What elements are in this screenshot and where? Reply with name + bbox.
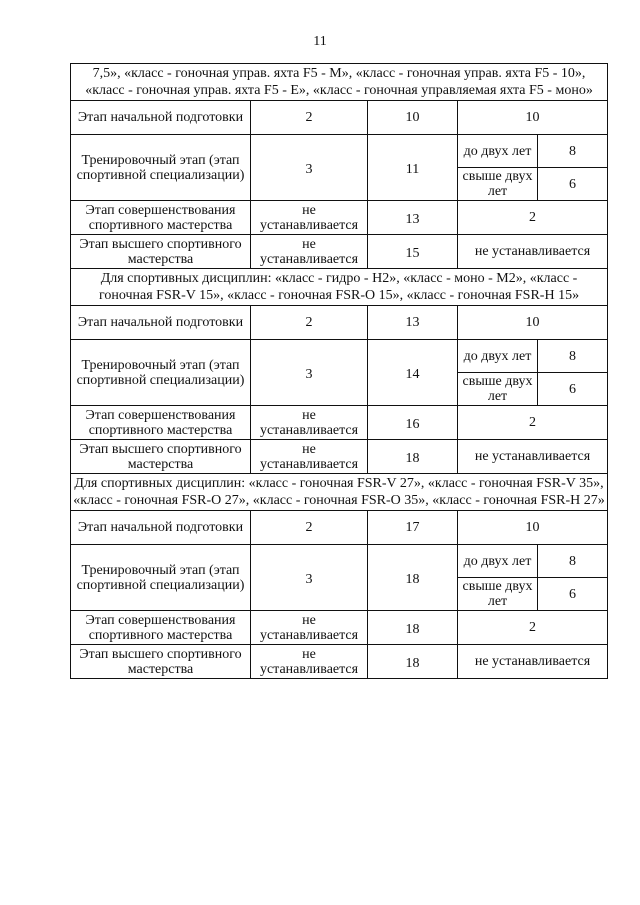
stage-name: Этап совершенствования спортивного мастерства: [71, 406, 251, 440]
cell-value: 18: [368, 440, 458, 474]
cell-value: не устанавливается: [458, 645, 608, 679]
cell-value: 13: [368, 306, 458, 340]
cell-value: не устанавливается: [458, 440, 608, 474]
table-row: [71, 645, 608, 679]
page-number: 11: [313, 34, 327, 49]
cell-value: 18: [368, 611, 458, 645]
sub-period-value: 8: [538, 340, 608, 373]
table-row: [71, 201, 608, 235]
cell-value: 13: [368, 201, 458, 235]
stage-name: Этап совершенствования спортивного мастерства: [71, 611, 251, 645]
stage-name: Этап начальной подготовки: [71, 101, 251, 135]
table-row: [71, 406, 608, 440]
cell-value: 10: [458, 306, 608, 340]
table-row: [71, 101, 608, 135]
table-row: [71, 511, 608, 545]
sub-period-label: до двух лет: [458, 340, 538, 373]
cell-value: 2: [458, 201, 608, 235]
table-row: [71, 340, 608, 373]
section-header: Для спортивных дисциплин: «класс - гидро - H2», «класс - моно - M2», «класс - гоночная FSR-V 15», «класс - гоночная FSR-O 15», «класс - гоночная FSR-H 15»: [71, 269, 608, 306]
cell-value: 11: [368, 135, 458, 201]
section-header: 7,5», «класс - гоночная управ. яхта F5 - M», «класс - гоночная управ. яхта F5 - 10», «класс - гоночная управ. яхта F5 - E», «класс - гоночная управляемая яхта F5 - моно»: [71, 64, 608, 101]
cell-value: 2: [251, 511, 368, 545]
sub-period-label: свыше двух лет: [458, 168, 538, 201]
cell-value: 10: [458, 511, 608, 545]
cell-value: 17: [368, 511, 458, 545]
cell-value: 10: [458, 101, 608, 135]
stage-name: Тренировочный этап (этап спортивной специализации): [71, 340, 251, 406]
table-row: [71, 306, 608, 340]
sub-period-label: до двух лет: [458, 545, 538, 578]
stage-name: Этап высшего спортивного мастерства: [71, 645, 251, 679]
table-row: [71, 440, 608, 474]
cell-value: не устанавливается: [251, 235, 368, 269]
stage-name: Этап начальной подготовки: [71, 511, 251, 545]
table-row: [71, 235, 608, 269]
cell-value: 18: [368, 645, 458, 679]
cell-value: 15: [368, 235, 458, 269]
cell-value: 3: [251, 340, 368, 406]
stage-name: Тренировочный этап (этап спортивной специализации): [71, 135, 251, 201]
sub-period-value: 8: [538, 545, 608, 578]
sub-period-value: 6: [538, 373, 608, 406]
cell-value: 2: [251, 101, 368, 135]
section-header-row: [71, 64, 608, 101]
cell-value: не устанавливается: [458, 235, 608, 269]
cell-value: не устанавливается: [251, 440, 368, 474]
sub-period-label: до двух лет: [458, 135, 538, 168]
section-header: Для спортивных дисциплин: «класс - гоночная FSR-V 27», «класс - гоночная FSR-V 35», «класс - гоночная FSR-O 27», «класс - гоночная FSR-O 35», «класс - гоночная FSR-H 27»: [71, 474, 608, 511]
training-stages-table: [70, 63, 608, 679]
cell-value: 14: [368, 340, 458, 406]
cell-value: 2: [251, 306, 368, 340]
stage-name: Тренировочный этап (этап спортивной специализации): [71, 545, 251, 611]
cell-value: 3: [251, 135, 368, 201]
cell-value: 2: [458, 406, 608, 440]
cell-value: не устанавливается: [251, 645, 368, 679]
cell-value: 16: [368, 406, 458, 440]
stage-name: Этап начальной подготовки: [71, 306, 251, 340]
sub-period-value: 6: [538, 168, 608, 201]
cell-value: 10: [368, 101, 458, 135]
sub-period-value: 8: [538, 135, 608, 168]
stage-name: Этап высшего спортивного мастерства: [71, 235, 251, 269]
table-row: [71, 545, 608, 578]
table-row: [71, 135, 608, 168]
sub-period-label: свыше двух лет: [458, 578, 538, 611]
cell-value: не устанавливается: [251, 611, 368, 645]
sub-period-value: 6: [538, 578, 608, 611]
sub-period-label: свыше двух лет: [458, 373, 538, 406]
cell-value: 2: [458, 611, 608, 645]
cell-value: 3: [251, 545, 368, 611]
section-header-row: [71, 269, 608, 306]
section-header-row: [71, 474, 608, 511]
cell-value: 18: [368, 545, 458, 611]
stage-name: Этап совершенствования спортивного мастерства: [71, 201, 251, 235]
cell-value: не устанавливается: [251, 406, 368, 440]
stage-name: Этап высшего спортивного мастерства: [71, 440, 251, 474]
cell-value: не устанавливается: [251, 201, 368, 235]
table-row: [71, 611, 608, 645]
